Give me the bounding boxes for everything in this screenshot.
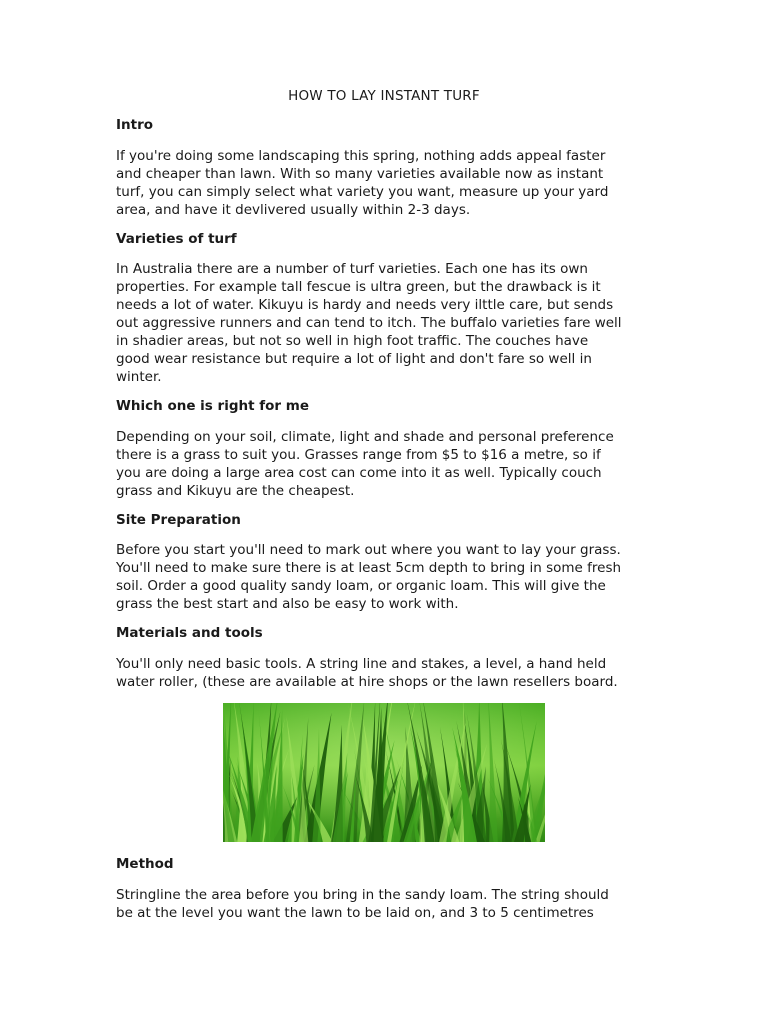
section-paragraph-intro bbox=[116, 147, 656, 219]
paragraph-line: grass the best start and also be easy to work with. bbox=[116, 596, 459, 612]
section-heading-intro: Intro bbox=[116, 117, 154, 133]
section-heading-site-preparation: Site Preparation bbox=[116, 512, 241, 528]
section-heading-varieties: Varieties of turf bbox=[116, 231, 237, 247]
paragraph-line: In Australia there are a number of turf varieties. Each one has its own bbox=[116, 261, 588, 277]
paragraph-line: turf, you can simply select what variety you want, measure up your yard bbox=[116, 184, 609, 200]
paragraph-line: properties. For example tall fescue is ultra green, but the drawback is it bbox=[116, 279, 601, 295]
paragraph-line: You'll need to make sure there is at least 5cm depth to bring in some fresh bbox=[116, 560, 622, 576]
paragraph-line: you are doing a large area cost can come into it as well. Typically couch bbox=[116, 465, 602, 481]
paragraph-line: in shadier areas, but not so well in high foot traffic. The couches have bbox=[116, 333, 589, 349]
paragraph-line: area, and have it devlivered usually within 2-3 days. bbox=[116, 202, 471, 218]
paragraph-line: water roller, (these are available at hire shops or the lawn resellers board. bbox=[116, 674, 618, 690]
paragraph-line: Before you start you'll need to mark out where you want to lay your grass. bbox=[116, 542, 621, 558]
paragraph-line: needs a lot of water. Kikuyu is hardy and needs very ilttle care, but sends bbox=[116, 297, 614, 313]
paragraph-line: If you're doing some landscaping this spring, nothing adds appeal faster bbox=[116, 148, 606, 164]
section-heading-materials: Materials and tools bbox=[116, 625, 263, 641]
section-heading-which-one: Which one is right for me bbox=[116, 398, 309, 414]
paragraph-line: be at the level you want the lawn to be laid on, and 3 to 5 centimetres bbox=[116, 905, 594, 921]
paragraph-line: Depending on your soil, climate, light and shade and personal preference bbox=[116, 429, 614, 445]
paragraph-line: there is a grass to suit you. Grasses range from $5 to $16 a metre, so if bbox=[116, 447, 601, 463]
paragraph-line: and cheaper than lawn. With so many varieties available now as instant bbox=[116, 166, 604, 182]
section-heading-method: Method bbox=[116, 856, 174, 872]
paragraph-line: good wear resistance but require a lot of light and don't fare so well in bbox=[116, 351, 592, 367]
paragraph-line: soil. Order a good quality sandy loam, or organic loam. This will give the bbox=[116, 578, 606, 594]
section-paragraph-varieties bbox=[116, 260, 656, 386]
paragraph-line: out aggressive runners and can tend to itch. The buffalo varieties fare well bbox=[116, 315, 622, 331]
paragraph-line: You'll only need basic tools. A string line and stakes, a level, a hand held bbox=[116, 656, 607, 672]
paragraph-line: winter. bbox=[116, 369, 162, 385]
section-paragraph-which-one bbox=[116, 428, 656, 500]
section-paragraph-materials bbox=[116, 655, 656, 691]
paragraph-line: grass and Kikuyu are the cheapest. bbox=[116, 483, 355, 499]
paragraph-line: Stringline the area before you bring in the sandy loam. The string should bbox=[116, 887, 609, 903]
grass-photo bbox=[223, 703, 545, 842]
section-paragraph-site-preparation bbox=[116, 541, 656, 613]
document-title: HOW TO LAY INSTANT TURF bbox=[288, 88, 480, 104]
grass-illustration bbox=[223, 703, 545, 842]
section-paragraph-method bbox=[116, 886, 656, 922]
